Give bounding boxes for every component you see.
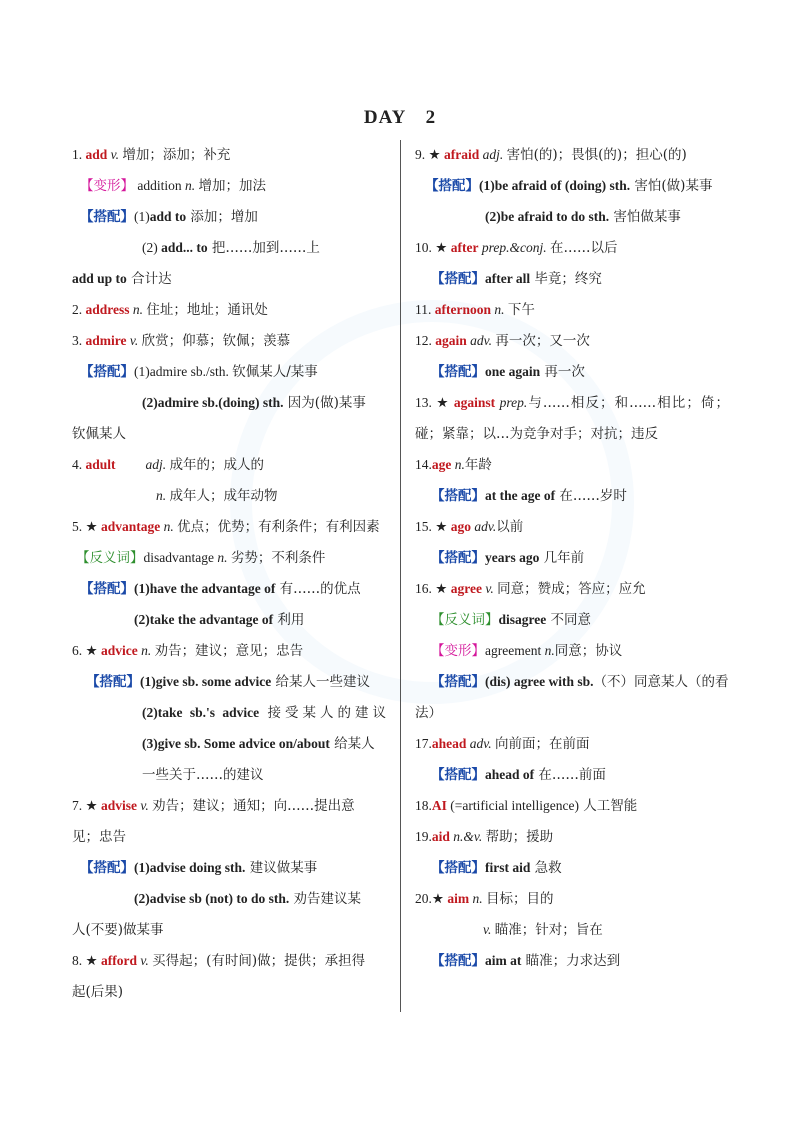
part-of-speech: v.	[483, 922, 495, 937]
tag-collocation: 【搭配】	[431, 550, 485, 566]
headword: adult	[85, 457, 116, 472]
entry-number: 2.	[72, 302, 86, 317]
page-title: DAY 2	[363, 107, 437, 128]
definition: 建议做某事	[245, 860, 318, 876]
variant-word: agreement	[485, 643, 542, 658]
collocation-line	[86, 671, 370, 693]
definition: 买得起；(有时间)做；提供；承担得	[152, 953, 366, 969]
entry-advice	[72, 640, 303, 662]
headword: against	[453, 395, 496, 410]
collocation-line	[142, 392, 366, 414]
collocation-line	[431, 268, 602, 290]
collocation-index: (1)	[134, 209, 150, 224]
definition: 害怕做某事	[609, 209, 681, 225]
headword: add	[85, 147, 108, 162]
collocation: (2)admire sb.(doing) sth.	[142, 395, 284, 410]
entry-after	[415, 237, 617, 259]
definition: 接受某人的建议	[259, 705, 386, 721]
definition: 劣势；不利条件	[230, 550, 326, 566]
collocation: at the age of	[485, 488, 556, 503]
collocation-line	[134, 609, 304, 631]
definition: 年龄	[464, 457, 492, 473]
part-of-speech: n.	[156, 488, 170, 503]
definition-continued: 法）	[415, 705, 442, 721]
part-of-speech: n.	[137, 643, 155, 658]
definition: 不同意	[546, 612, 592, 628]
collocation-line	[142, 733, 375, 755]
definition: 瞄准；针对；旨在	[494, 922, 603, 938]
definition: 再一次	[540, 364, 585, 380]
antonym-word: disadvantage	[143, 550, 214, 565]
collocation: (1)advise doing sth.	[134, 860, 246, 875]
headword: advantage	[100, 519, 161, 534]
part-of-speech: adv.	[470, 519, 497, 534]
tag-collocation: 【搭配】	[80, 860, 134, 876]
definition: 害怕(做)某事	[630, 178, 713, 194]
entry-advise	[72, 795, 355, 817]
collocation-line	[431, 950, 620, 972]
collocation-line	[431, 485, 627, 507]
part-of-speech: v.	[137, 798, 153, 813]
part-of-speech: v.	[107, 147, 123, 162]
collocation-line	[80, 361, 318, 383]
abbreviation-expansion: (=artificial intelligence)	[446, 798, 579, 813]
entry-afternoon	[415, 299, 535, 321]
tag-antonym: 【反义词】	[431, 612, 499, 628]
part-of-speech: n.	[491, 302, 508, 317]
definition: 优点；优势；有利条件；有利因素	[177, 519, 380, 535]
part-of-speech: prep.	[495, 395, 528, 410]
variant-word: addition	[134, 178, 182, 193]
definition-continued: 一些关于……的建议	[142, 767, 264, 783]
definition-continued: 见；忠告	[72, 829, 126, 845]
definition: 急救	[530, 860, 562, 876]
collocation: (2)take the advantage of	[134, 612, 274, 627]
collocation-index: (2)	[142, 240, 162, 255]
antonym-word: disagree	[498, 612, 547, 627]
collocation: years ago	[485, 550, 540, 565]
entry-number: 20.★	[415, 891, 448, 906]
definition-continued: 起(后果)	[72, 984, 124, 1000]
definition: 瞄准；力求达到	[521, 953, 621, 969]
definition: 利用	[273, 612, 305, 628]
entry-number: 12.	[415, 333, 436, 348]
collocation-line	[431, 671, 729, 693]
collocation-line	[142, 702, 386, 724]
definition-continued: 钦佩某人	[72, 426, 126, 442]
sense-line	[483, 919, 603, 941]
definition: 有……的优点	[275, 581, 361, 597]
definition: 给某人一些建议	[271, 674, 371, 690]
collocation: (3)give sb. Some advice on/about	[142, 736, 330, 751]
definition: 在……前面	[534, 767, 606, 783]
entry-number: 3.	[72, 333, 86, 348]
entry-number: 1.	[72, 147, 86, 162]
antonym-line	[76, 547, 325, 569]
collocation-line	[80, 857, 317, 879]
entry-admire	[72, 330, 290, 352]
entry-agree	[415, 578, 646, 600]
entry-ago	[415, 516, 523, 538]
variant-line	[80, 175, 266, 197]
definition: 帮助；援助	[485, 829, 554, 845]
entry-number: 19.	[415, 829, 432, 844]
entry-number: 17.	[415, 736, 432, 751]
definition: 在……以后	[549, 240, 618, 256]
definition: 同意；协议	[554, 643, 623, 659]
tag-collocation: 【搭配】	[80, 209, 134, 225]
entry-number: 13. ★	[415, 395, 454, 410]
collocation-line	[431, 857, 562, 879]
collocation: add up to	[72, 271, 127, 286]
collocation: (1)admire sb./sth.	[134, 364, 233, 379]
collocation: add to	[149, 209, 187, 224]
definition: 给某人	[329, 736, 375, 752]
entry-ai	[415, 795, 637, 817]
entry-number: 9. ★	[415, 147, 444, 162]
variant-line	[431, 640, 622, 662]
part-of-speech: prep.&conj.	[478, 240, 550, 255]
tag-variant: 【变形】	[80, 178, 134, 194]
headword: aim	[447, 891, 470, 906]
collocation: (2)advise sb (not) to do sth.	[134, 891, 290, 906]
part-of-speech: n.&v.	[449, 829, 486, 844]
collocation: (1)have the advantage of	[134, 581, 276, 596]
part-of-speech: adj.	[145, 457, 170, 472]
antonym-line	[431, 609, 591, 631]
collocation-line	[425, 175, 712, 197]
headword: aid	[431, 829, 450, 844]
collocation: aim at	[485, 953, 522, 968]
definition: 欣赏；仰慕；钦佩；羡慕	[141, 333, 291, 349]
collocation-line	[80, 206, 258, 228]
part-of-speech: adv.	[466, 736, 496, 751]
entry-again	[415, 330, 590, 352]
definition: 再一次；又一次	[495, 333, 590, 349]
headword: after	[450, 240, 479, 255]
part-of-speech: n.	[129, 302, 147, 317]
tag-collocation: 【搭配】	[431, 767, 485, 783]
entry-advantage	[72, 516, 380, 538]
definition: 劝告；建议；意见；忠告	[154, 643, 304, 659]
definition: 因为(做)某事	[283, 395, 366, 411]
part-of-speech: v.	[126, 333, 142, 348]
headword: AI	[431, 798, 447, 813]
entry-number: 6. ★	[72, 643, 101, 658]
entry-age	[415, 454, 492, 476]
entry-number: 15. ★	[415, 519, 451, 534]
entry-number: 4.	[72, 457, 86, 472]
definition: 劝告建议某	[289, 891, 362, 907]
entry-ahead	[415, 733, 590, 755]
headword: ago	[450, 519, 471, 534]
collocation-line	[142, 237, 320, 259]
collocation: first aid	[485, 860, 531, 875]
headword: advice	[100, 643, 138, 658]
entry-number: 14.	[415, 457, 432, 472]
part-of-speech: n.	[541, 643, 555, 658]
tag-collocation: 【搭配】	[431, 488, 485, 504]
collocation-line	[80, 578, 361, 600]
headword: age	[431, 457, 452, 472]
headword: advise	[100, 798, 137, 813]
definition: （不）同意某人（的看	[593, 674, 729, 690]
definition: 目标；目的	[485, 891, 554, 907]
collocation: (2)be afraid to do sth.	[485, 209, 610, 224]
headword: afford	[100, 953, 137, 968]
headword: admire	[85, 333, 127, 348]
collocation: (1)give sb. some advice	[140, 674, 272, 689]
collocation-line	[134, 888, 361, 910]
headword: again	[435, 333, 467, 348]
definition: 几年前	[539, 550, 585, 566]
collocation: after all	[485, 271, 531, 286]
definition: 以前	[496, 519, 524, 535]
entry-against	[415, 392, 729, 414]
tag-collocation: 【搭配】	[80, 581, 134, 597]
definition: 同意；赞成；答应；应允	[497, 581, 646, 597]
entry-afraid	[415, 144, 687, 166]
headword: address	[85, 302, 130, 317]
tag-collocation: 【搭配】	[431, 674, 485, 690]
part-of-speech: n.	[181, 178, 199, 193]
headword: afternoon	[434, 302, 491, 317]
definition: 人工智能	[578, 798, 638, 814]
definition: 增加；加法	[198, 178, 266, 194]
entry-number: 8. ★	[72, 953, 101, 968]
definition: 增加；添加；补充	[122, 147, 231, 163]
definition: 把……加到……上	[207, 240, 320, 256]
collocation-line	[431, 764, 606, 786]
definition: 向前面；在前面	[495, 736, 590, 752]
definition: 成年人；成年动物	[169, 488, 278, 504]
collocation-line	[431, 547, 584, 569]
headword: afraid	[443, 147, 480, 162]
definition: 成年的；成人的	[169, 457, 265, 473]
tag-collocation: 【搭配】	[80, 364, 134, 380]
entry-number: 5. ★	[72, 519, 101, 534]
entry-aim	[415, 888, 553, 910]
definition: 害怕(的)；畏惧(的)；担心(的)	[506, 147, 687, 163]
sense-line	[156, 485, 278, 507]
collocation: one again	[485, 364, 541, 379]
definition: 钦佩某人/某事	[232, 364, 318, 380]
tag-collocation: 【搭配】	[431, 271, 485, 287]
definition-continued: 人(不要)做某事	[72, 922, 164, 938]
tag-antonym: 【反义词】	[76, 550, 144, 566]
collocation-line	[485, 206, 681, 228]
part-of-speech: v.	[481, 581, 498, 596]
tag-collocation: 【搭配】	[431, 364, 485, 380]
part-of-speech: v.	[136, 953, 153, 968]
definition: 劝告；建议；通知；向……提出意	[152, 798, 355, 814]
entry-adult	[72, 454, 264, 476]
definition: 住址；地址；通讯处	[146, 302, 268, 318]
tag-collocation: 【搭配】	[86, 674, 140, 690]
entry-number: 16. ★	[415, 581, 451, 596]
entry-afford	[72, 950, 365, 972]
definition: 下午	[507, 302, 535, 318]
part-of-speech: n.	[469, 891, 486, 906]
collocation: add... to	[161, 240, 208, 255]
collocation-line	[72, 268, 172, 290]
entry-address	[72, 299, 268, 321]
part-of-speech: n.	[160, 519, 178, 534]
collocation: ahead of	[485, 767, 535, 782]
collocation: (1)be afraid of (doing) sth.	[479, 178, 631, 193]
entry-add	[72, 144, 230, 166]
definition-continued: 碰；紧靠；以…为竞争对手；对抗；违反	[415, 426, 658, 442]
part-of-speech: adj.	[479, 147, 507, 162]
entry-aid	[415, 826, 553, 848]
entry-number: 18.	[415, 798, 432, 813]
definition: 在……岁时	[555, 488, 627, 504]
collocation: (2)take sb.'s advice	[142, 705, 260, 720]
collocation: (dis) agree with sb.	[485, 674, 594, 689]
definition: 毕竟；终究	[530, 271, 602, 287]
column-divider	[400, 140, 401, 1012]
entry-number: 10. ★	[415, 240, 451, 255]
entry-number: 7. ★	[72, 798, 101, 813]
definition: 添加；增加	[186, 209, 258, 225]
tag-collocation: 【搭配】	[425, 178, 479, 194]
definition: 与……相反；和……相比；倚；	[527, 395, 729, 411]
part-of-speech: n.	[213, 550, 231, 565]
tag-collocation: 【搭配】	[431, 860, 485, 876]
tag-collocation: 【搭配】	[431, 953, 485, 969]
collocation-line	[431, 361, 585, 383]
definition: 合计达	[126, 271, 172, 287]
headword: agree	[450, 581, 482, 596]
part-of-speech: n.	[451, 457, 465, 472]
part-of-speech: adv.	[466, 333, 496, 348]
tag-variant: 【变形】	[431, 643, 485, 659]
entry-number: 11.	[415, 302, 435, 317]
headword: ahead	[431, 736, 467, 751]
